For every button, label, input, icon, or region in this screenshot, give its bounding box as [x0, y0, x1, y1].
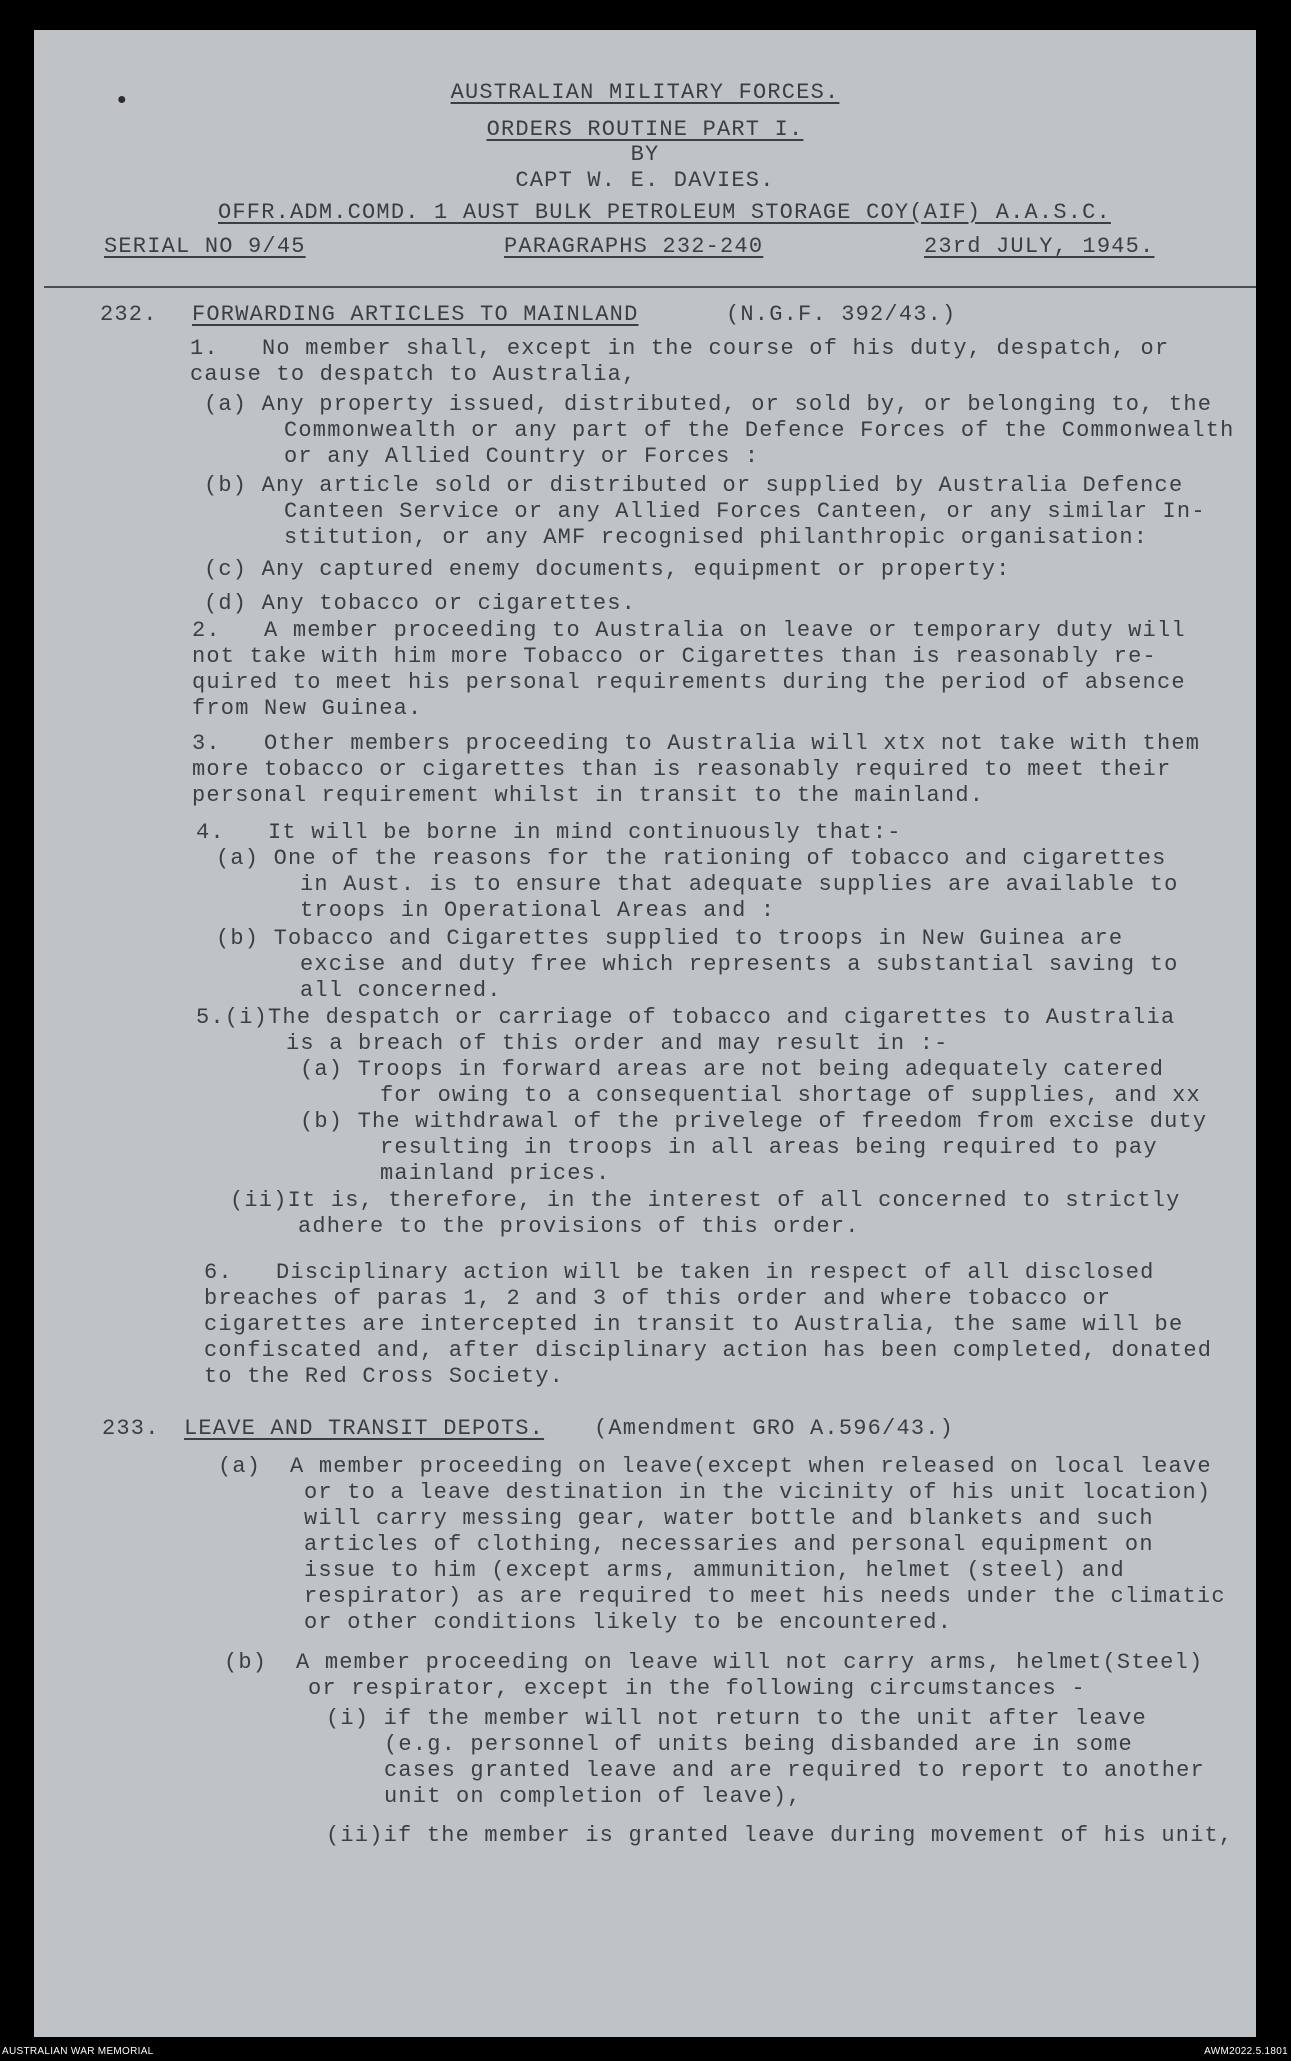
para-232-line: 6. Disciplinary action will be taken in respect of all disclosed — [204, 1260, 1155, 1285]
header-rule — [44, 286, 1256, 288]
para-233-line: unit on completion of leave), — [384, 1784, 802, 1809]
para-232-line: for owing to a consequential shortage of supplies, and xx — [380, 1083, 1201, 1108]
para-232-line: confiscated and, after disciplinary action has been completed, donated — [204, 1338, 1213, 1363]
archive-footer — [0, 2040, 1291, 2061]
para-232-reference: (N.G.F. 392/43.) — [726, 302, 957, 327]
para-232-line: (a) One of the reasons for the rationing of tobacco and cigarettes — [216, 846, 1167, 871]
para-232-line: excise and duty free which represents a substantial saving to — [300, 952, 1179, 977]
order-date: 23rd JULY, 1945. — [924, 234, 1155, 259]
para-232-line: (b) Tobacco and Cigarettes supplied to troops in New Guinea are — [216, 926, 1124, 951]
para-232-line: breaches of paras 1, 2 and 3 of this order and where tobacco or — [204, 1286, 1112, 1311]
serial-number: SERIAL NO 9/45 — [104, 234, 306, 259]
para-232-line: cause to despatch to Australia, — [190, 362, 637, 387]
header-org: AUSTRALIAN MILITARY FORCES. — [450, 80, 840, 105]
para-233-line: cases granted leave and are required to report to another — [384, 1758, 1205, 1783]
para-233-line: or other conditions likely to be encountered. — [304, 1610, 953, 1635]
para-233-line: (ii)if the member is granted leave during movement of his unit, — [326, 1823, 1234, 1848]
para-232-line: in Aust. is to ensure that adequate supplies are available to — [300, 872, 1179, 897]
para-232-line: cigarettes are intercepted in transit to Australia, the same will be — [204, 1312, 1184, 1337]
para-232-line: troops in Operational Areas and : — [300, 898, 776, 923]
header-orders: ORDERS ROUTINE PART I. — [486, 117, 804, 142]
para-232-line: or any Allied Country or Forces : — [284, 444, 760, 469]
para-233-line: or to a leave destination in the vicinity of his unit location) — [304, 1480, 1212, 1505]
para-233-line: will carry messing gear, water bottle and blankets and such — [304, 1506, 1154, 1531]
para-233-title: LEAVE AND TRANSIT DEPOTS. — [184, 1416, 545, 1441]
header-unit: OFFR.ADM.COMD. 1 AUST BULK PETROLEUM STORAGE COY(AIF) A.A.S.C. — [218, 200, 1111, 225]
para-232-line: adhere to the provisions of this order. — [298, 1214, 860, 1239]
para-232-line: Commonwealth or any part of the Defence Forces of the Commonwealth — [284, 418, 1235, 443]
para-232-line: not take with him more Tobacco or Cigarettes than is reasonably re- — [192, 644, 1157, 669]
header-officer: CAPT W. E. DAVIES. — [515, 168, 775, 193]
para-232-line: is a breach of this order and may result in :- — [286, 1031, 949, 1056]
para-232-line: 2. A member proceeding to Australia on leave or temporary duty will — [192, 618, 1186, 643]
document-page — [34, 30, 1256, 2037]
para-232-line: (ii)It is, therefore, in the interest of all concerned to strictly — [230, 1188, 1181, 1213]
para-232-line: to the Red Cross Society. — [204, 1364, 565, 1389]
para-232-line: (d) Any tobacco or cigarettes. — [204, 591, 637, 616]
para-232-line: (a) Troops in forward areas are not being adequately catered — [300, 1057, 1165, 1082]
para-233-line: (i) if the member will not return to the unit after leave — [326, 1706, 1147, 1731]
archive-reference: AWM2022.5.1801 — [1204, 2046, 1288, 2057]
para-232-line: 1. No member shall, except in the course of his duty, despatch, or — [190, 336, 1170, 361]
para-232-line: (b) Any article sold or distributed or supplied by Australia Defence — [204, 473, 1184, 498]
para-232-line: Canteen Service or any Allied Forces Canteen, or any similar In- — [284, 499, 1206, 524]
para-233-line: (b) A member proceeding on leave will not carry arms, helmet(Steel) — [224, 1650, 1204, 1675]
ink-mark-icon: • — [114, 86, 130, 116]
para-233-line: articles of clothing, necessaries and personal equipment on — [304, 1532, 1154, 1557]
paragraph-range: PARAGRAPHS 232-240 — [504, 234, 764, 259]
para-232-line: from New Guinea. — [192, 696, 423, 721]
para-232-line: all concerned. — [300, 978, 502, 1003]
para-233-line: or respirator, except in the following circumstances - — [308, 1676, 1086, 1701]
para-232-line: mainland prices. — [380, 1161, 611, 1186]
archive-name: AUSTRALIAN WAR MEMORIAL — [2, 2046, 154, 2057]
para-233-line: (a) A member proceeding on leave(except when released on local leave — [218, 1454, 1212, 1479]
para-232-line: (c) Any captured enemy documents, equipment or property: — [204, 557, 1011, 582]
header-by: BY — [630, 142, 660, 167]
para-232-line: 5.(i)The despatch or carriage of tobacco and cigarettes to Australia — [196, 1005, 1176, 1030]
para-233-line: issue to him (except arms, ammunition, helmet (steel) and — [304, 1558, 1125, 1583]
para-232-number: 232. — [100, 302, 158, 327]
para-232-line: stitution, or any AMF recognised philanthropic organisation: — [284, 525, 1149, 550]
para-233-reference: (Amendment GRO A.596/43.) — [594, 1416, 955, 1441]
para-232-title: FORWARDING ARTICLES TO MAINLAND — [192, 302, 639, 327]
para-233-line: respirator) as are required to meet his needs under the climatic — [304, 1584, 1226, 1609]
para-232-line: resulting in troops in all areas being required to pay — [380, 1135, 1158, 1160]
para-232-line: quired to meet his personal requirements during the period of absence — [192, 670, 1186, 695]
para-233-number: 233. — [102, 1416, 160, 1441]
para-232-line: more tobacco or cigarettes than is reasonably required to meet their — [192, 757, 1172, 782]
para-232-line: (a) Any property issued, distributed, or sold by, or belonging to, the — [204, 392, 1213, 417]
para-233-line: (e.g. personnel of units being disbanded are in some — [384, 1732, 1133, 1757]
para-232-line: (b) The withdrawal of the privelege of freedom from excise duty — [300, 1109, 1208, 1134]
para-232-line: 4. It will be borne in mind continuously that:- — [196, 820, 902, 845]
para-232-line: personal requirement whilst in transit to the mainland. — [192, 783, 985, 808]
para-232-line: 3. Other members proceeding to Australia will xtx not take with them — [192, 731, 1201, 756]
